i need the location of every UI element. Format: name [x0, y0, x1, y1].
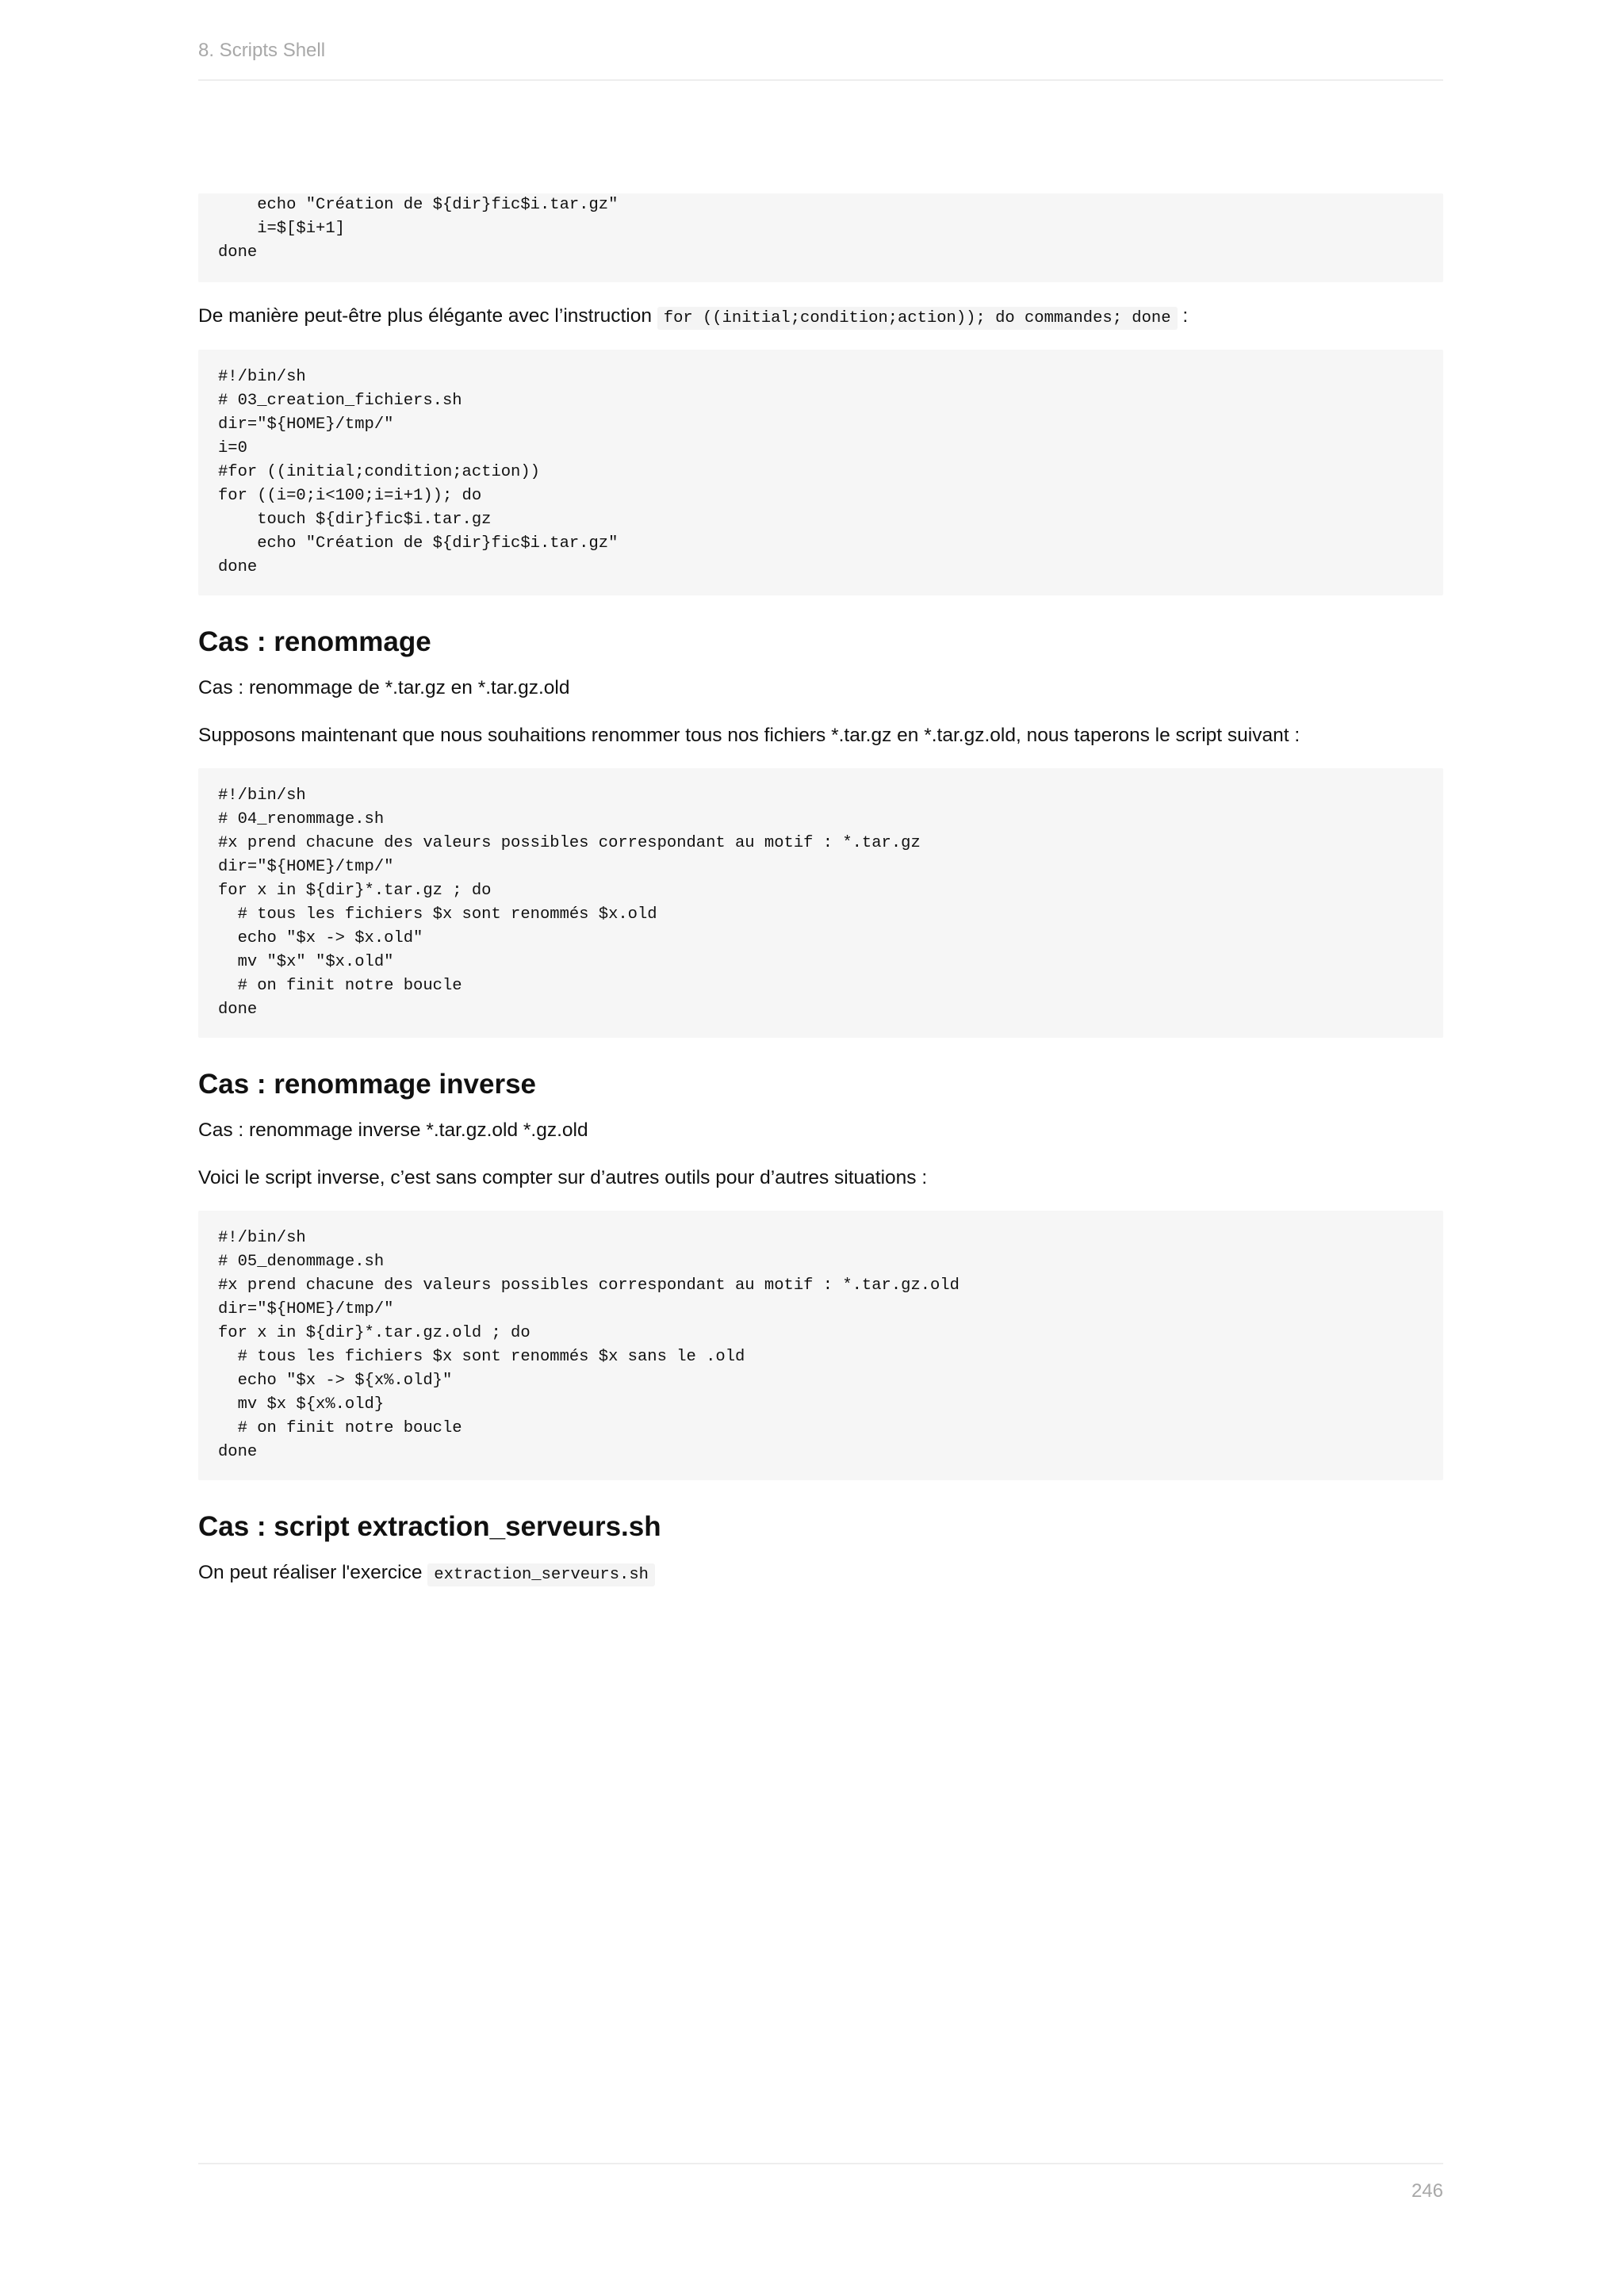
subtitle-renommage-inverse: Cas : renommage inverse *.tar.gz.old *.gz.old	[198, 1119, 588, 1141]
page-content	[198, 193, 1443, 1589]
code-block-continued: echo "Création de ${dir}fic$i.tar.gz" i=$[$i+1] done	[198, 193, 1443, 282]
page-header	[198, 35, 1443, 81]
paragraph-text: :	[1177, 305, 1189, 327]
paragraph-text: De manière peut-être plus élégante avec l’instruction	[198, 305, 657, 327]
page-number: 246	[1411, 2180, 1443, 2202]
page-footer	[198, 2163, 1443, 2202]
subtitle-renommage: Cas : renommage de *.tar.gz en *.tar.gz.old	[198, 677, 570, 698]
code-block-05-denommage: #!/bin/sh # 05_denommage.sh #x prend chacune des valeurs possibles correspondant au motif : *.tar.gz.old dir="${HOME}/tmp/" for x in ${dir}*.tar.gz.old ; do # tous les fichiers $x sont renommés $x sans le .old echo "$x -> ${x%.old}" mv $x ${x%.old} # on finit notre boucle done	[198, 1211, 1443, 1480]
code-block-03-creation: #!/bin/sh # 03_creation_fichiers.sh dir="${HOME}/tmp/" i=0 #for ((initial;condition;action)) for ((i=0;i<100;i=i+1)); do touch ${dir}fic$i.tar.gz echo "Création de ${dir}fic$i.tar.gz" done	[198, 350, 1443, 595]
paragraph-text: On peut réaliser l'exercice	[198, 1562, 428, 1583]
chapter-title: 8. Scripts Shell	[198, 40, 326, 61]
inline-code-for: for ((initial;condition;action)); do commandes; done	[657, 307, 1178, 330]
paragraph-renommage-inverse: Voici le script inverse, c’est sans compter sur d’autres outils pour d’autres situations :	[198, 1167, 928, 1188]
section-title-renommage: Cas : renommage	[198, 626, 431, 657]
paragraph-renommage: Supposons maintenant que nous souhaitions renommer tous nos fichiers *.tar.gz en *.tar.gz.old, nous taperons le script suivant :	[198, 725, 1300, 746]
section-title-extraction: Cas : script extraction_serveurs.sh	[198, 1511, 661, 1542]
paragraph-for-intro	[198, 303, 1443, 332]
paragraph-extraction	[198, 1559, 1443, 1589]
code-block-04-renommage: #!/bin/sh # 04_renommage.sh #x prend chacune des valeurs possibles correspondant au motif : *.tar.gz dir="${HOME}/tmp/" for x in ${dir}*.tar.gz ; do # tous les fichiers $x sont renommés $x.old echo "$x -> $x.old" mv "$x" "$x.old" # on finit notre boucle done	[198, 768, 1443, 1038]
section-title-renommage-inverse: Cas : renommage inverse	[198, 1069, 537, 1100]
inline-code-extraction: extraction_serveurs.sh	[427, 1563, 655, 1586]
